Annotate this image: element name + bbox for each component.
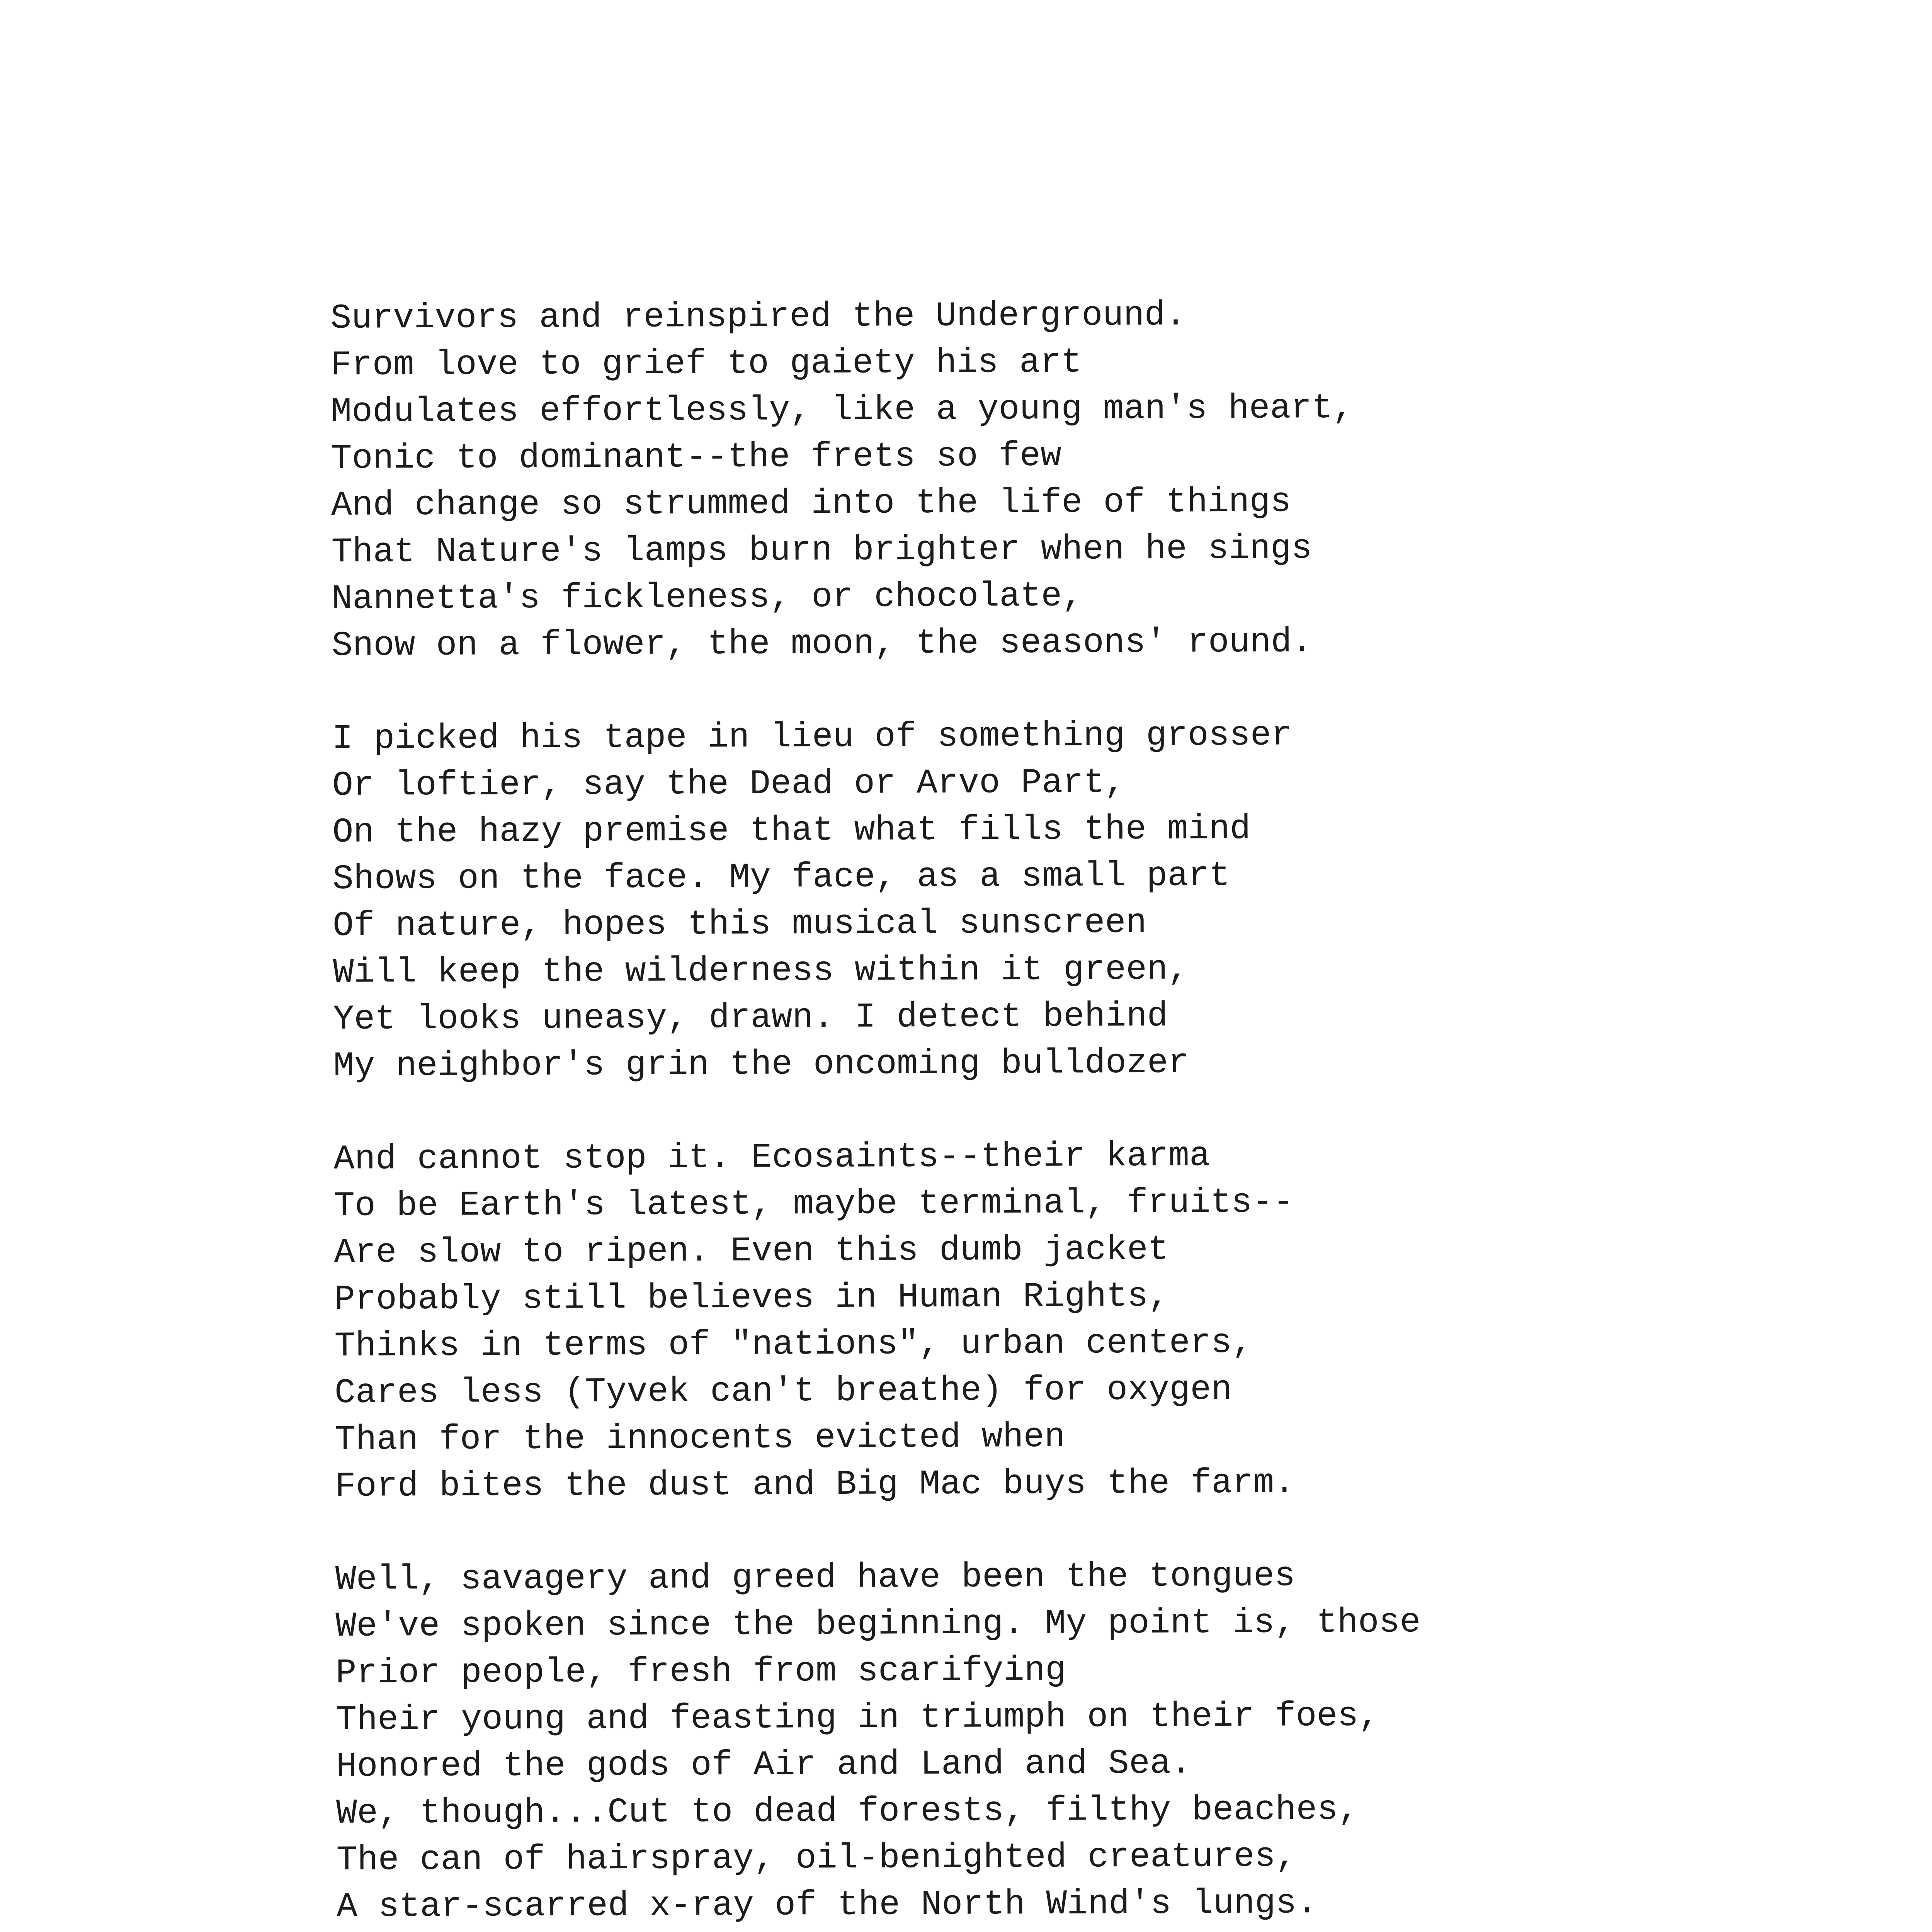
stanza-2 <box>332 711 1763 1090</box>
poem-line: Probably still believes in Human Rights, <box>334 1277 1169 1320</box>
poem-line: Of nature, hopes this musical sunscreen <box>333 903 1147 946</box>
poem-line: From love to grief to gaiety his art <box>330 343 1082 385</box>
poem-line: Are slow to ripen. Even this dumb jacket <box>334 1230 1169 1273</box>
poem-line: Or loftier, say the Dead or Arvo Part, <box>332 763 1126 806</box>
poem-line: I picked his tape in lieu of something grosser <box>332 716 1292 759</box>
poem-line: Thinks in terms of "nations", urban centers, <box>334 1323 1253 1366</box>
poem-line: Well, savagery and greed have been the tongues <box>335 1556 1296 1600</box>
stanza-3 <box>333 1131 1765 1510</box>
poem-text <box>330 290 1768 1932</box>
poem-line: We've spoken since the beginning. My point is, those <box>335 1603 1421 1646</box>
poem-line: And change so strummed into the life of things <box>331 482 1291 526</box>
poem-line: A star-scarred x-ray of the North Wind's lungs. <box>336 1884 1318 1927</box>
poem-line: Tonic to dominant--the frets so few <box>331 436 1062 479</box>
poem-line: Honored the gods of Air and Land and Sea. <box>336 1744 1192 1787</box>
poem-line: Than for the innocents evicted when <box>335 1417 1065 1460</box>
stanza-1 <box>330 290 1762 670</box>
poem-line: On the hazy premise that what fills the mind <box>332 809 1251 852</box>
poem-line: Modulates effortlessly, like a young man's heart, <box>330 388 1354 432</box>
poem-line: That Nature's lamps burn brighter when he sings <box>331 529 1313 572</box>
poem-line: Yet looks uneasy, drawn. I detect behind <box>333 997 1168 1039</box>
poem-line: Ford bites the dust and Big Mac buys the farm. <box>335 1463 1295 1507</box>
poem-line: The can of hairspray, oil-benighted creatures, <box>336 1837 1297 1880</box>
poem-line: Prior people, fresh from scarifying <box>335 1651 1066 1693</box>
poem-line: Snow on a flower, the moon, the seasons' round. <box>332 622 1313 666</box>
poem-line: Survivors and reinspired the Underground. <box>330 296 1186 338</box>
poem-line: Shows on the face. My face, as a small part <box>332 856 1230 899</box>
poem-line: We, though...Cut to dead forests, filthy beaches, <box>336 1790 1359 1833</box>
stanza-4 <box>335 1551 1767 1931</box>
poem-line: Will keep the wilderness within it green, <box>333 950 1189 993</box>
poem-line: And cannot stop it. Ecosaints--their karma <box>333 1136 1211 1179</box>
poem-line: My neighbor's grin the oncoming bulldozer <box>333 1043 1189 1086</box>
poem-line: Cares less (Tyvek can't breathe) for oxygen <box>334 1370 1232 1413</box>
poem-line: To be Earth's latest, maybe terminal, fruits-- <box>333 1183 1294 1226</box>
poem-line: Nannetta's fickleness, or chocolate, <box>331 577 1083 619</box>
poem-line: Their young and feasting in triumph on their foes, <box>335 1696 1379 1740</box>
